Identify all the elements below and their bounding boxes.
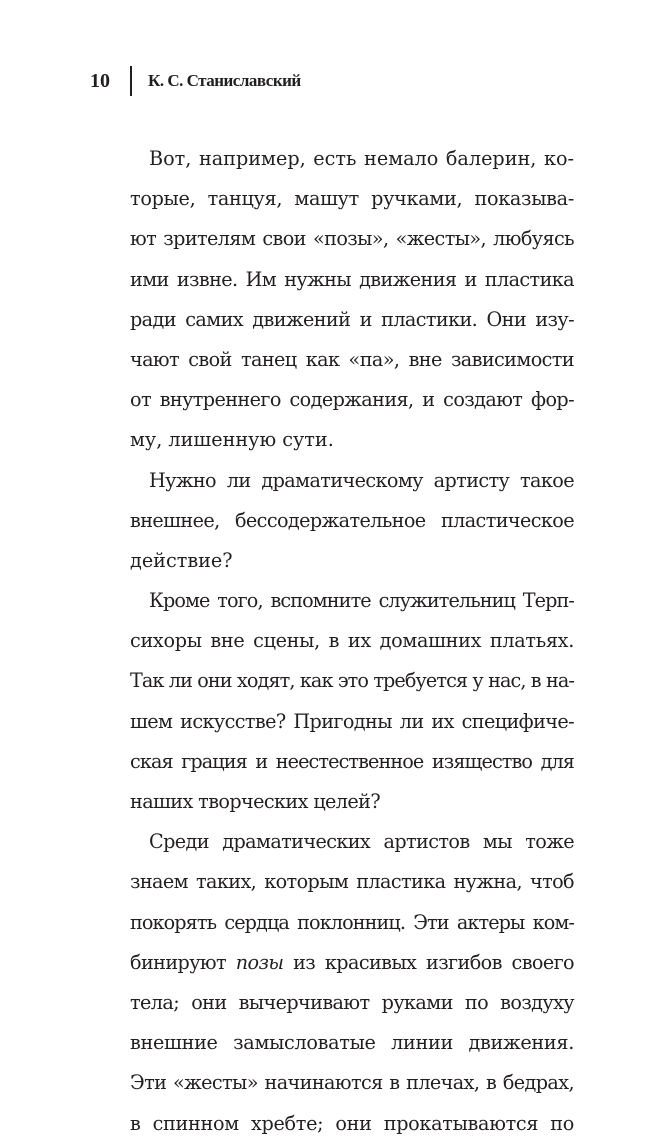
text-line: тела; они вычерчивают руками по воздуху bbox=[130, 990, 574, 1014]
emphasis-text: позы bbox=[235, 950, 284, 974]
page-number: 10 bbox=[90, 69, 110, 92]
text-line: внешнее, бессодержательное пластическое bbox=[130, 508, 574, 532]
text-line: Нужно ли драматическому артисту такое bbox=[149, 468, 574, 492]
text-line: шем искусстве? Пригодны ли их специфиче- bbox=[130, 709, 574, 733]
text-line: Кроме того, вспомните служительниц Терп- bbox=[149, 589, 574, 613]
text-line: ская грация и неестественное изящество для bbox=[130, 749, 574, 773]
text-line: торые, танцуя, машут ручками, показыва- bbox=[130, 187, 574, 211]
paragraph bbox=[130, 139, 574, 461]
text-line-with-emphasis bbox=[130, 943, 574, 983]
text-line: Так ли они ходят, как это требуется у нас, в на- bbox=[130, 669, 574, 693]
text-line: ют зрителям свои «позы», «жесты», любуясь bbox=[130, 227, 574, 251]
running-head-author: К. С. Станиславский bbox=[148, 71, 301, 90]
paragraph bbox=[130, 822, 574, 1144]
paragraph bbox=[130, 461, 574, 582]
text-run: из красивых изгибов своего bbox=[283, 950, 575, 974]
text-line: действие? bbox=[130, 548, 233, 572]
text-line: чают свой танец как «па», вне зависимости bbox=[130, 347, 574, 371]
text-line: от внутреннего содержания, и создают фор- bbox=[130, 388, 574, 412]
text-line: му, лишенную сути. bbox=[130, 428, 334, 452]
paragraph bbox=[130, 581, 574, 822]
text-line: ими извне. Им нужны движения и пластика bbox=[130, 267, 574, 291]
body-text bbox=[130, 139, 574, 1144]
text-line: сихоры вне сцены, в их домашних платьях. bbox=[130, 629, 574, 653]
text-line: Эти «жесты» начинаются в плечах, в бедрах, bbox=[130, 1071, 574, 1095]
header-divider bbox=[130, 66, 132, 96]
text-line: Вот, например, есть немало балерин, ко- bbox=[149, 147, 574, 170]
text-line: ради самих движений и пластики. Они изу- bbox=[130, 307, 574, 331]
text-line: покорять сердца поклонниц. Эти актеры ком- bbox=[130, 910, 574, 934]
text-line: в спинном хребте; они прокатываются по bbox=[130, 1111, 574, 1135]
text-line: Среди драматических артистов мы тоже bbox=[149, 830, 574, 854]
text-line: знаем таких, которым пластика нужна, чтоб bbox=[130, 870, 574, 894]
text-run: бинируют bbox=[130, 950, 236, 974]
text-line: внешние замысловатые линии движения. bbox=[130, 1031, 574, 1055]
running-head bbox=[90, 66, 301, 96]
text-line: наших творческих целей? bbox=[130, 790, 381, 813]
